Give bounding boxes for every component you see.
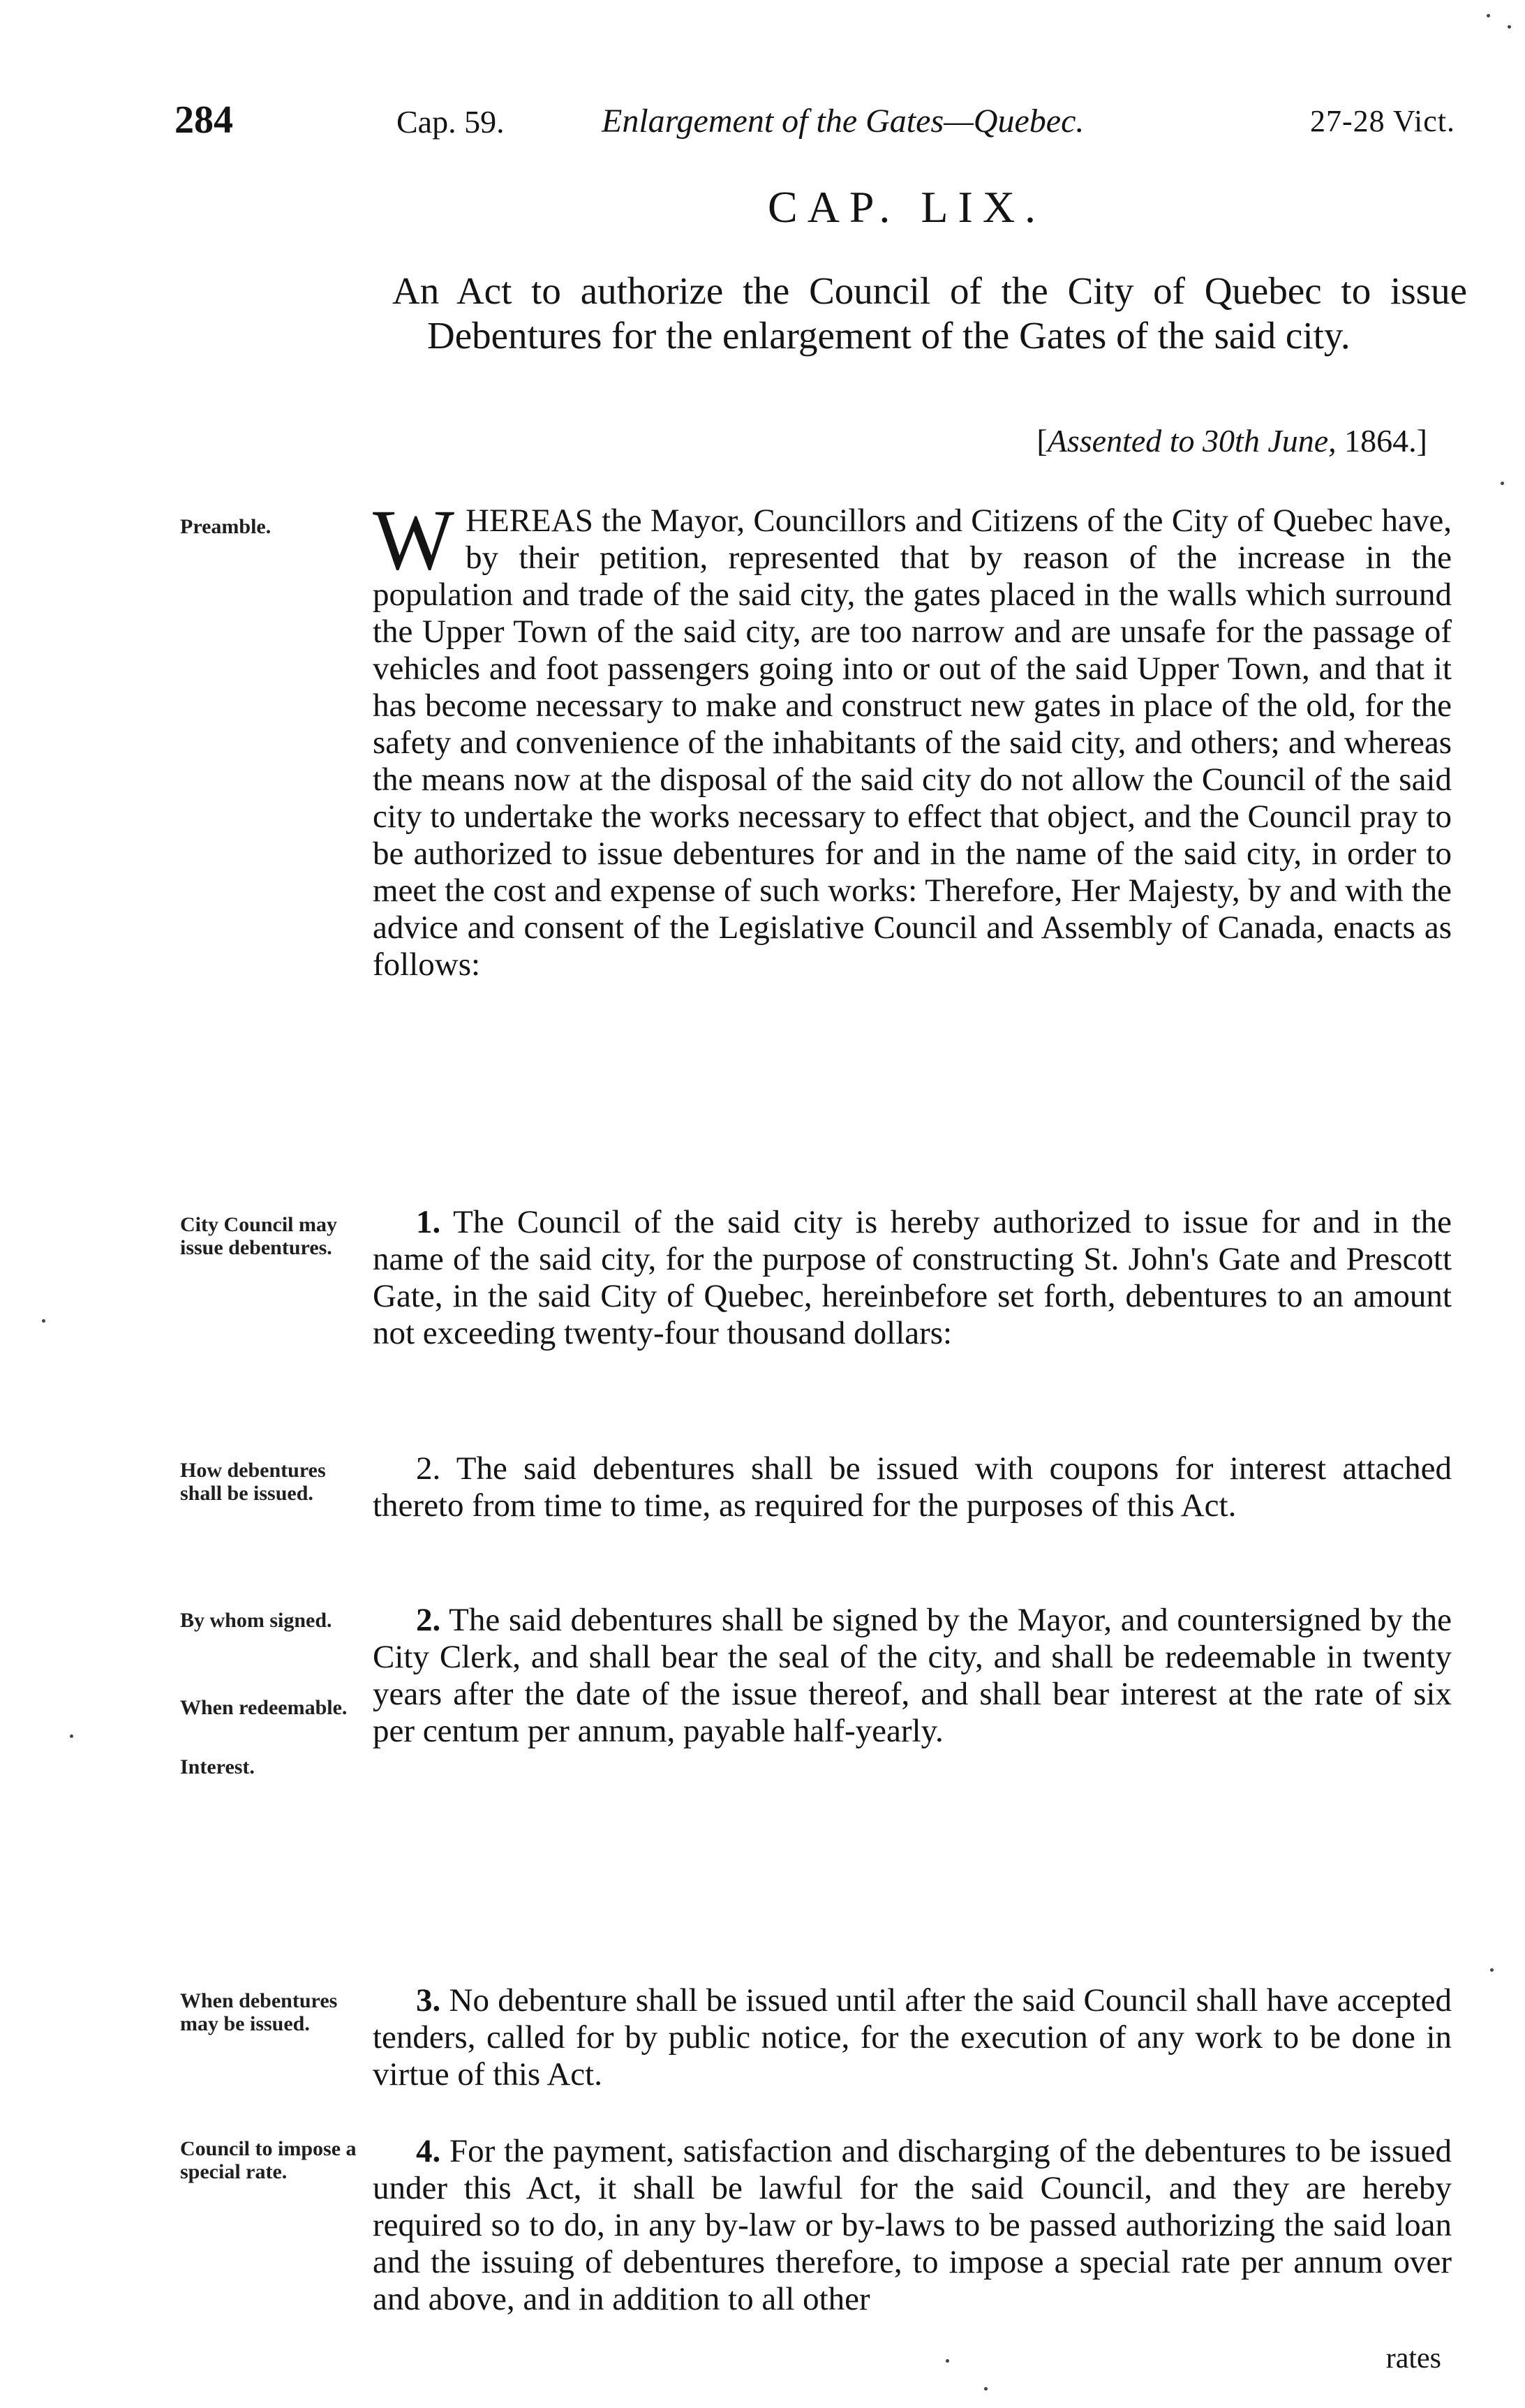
scan-speck (1501, 482, 1504, 485)
scan-speck (70, 1734, 73, 1738)
margin-note-interest: Interest. (180, 1755, 255, 1778)
section-1 (373, 1204, 1452, 1352)
regnal-year: 27-28 Vict. (1310, 104, 1455, 138)
scan-speck (984, 2387, 988, 2391)
assent-open-bracket: [ (1036, 423, 1048, 459)
margin-note-redeemable: When redeemable. (180, 1696, 348, 1719)
scan-speck (1490, 1968, 1494, 1972)
running-title: Enlargement of the Gates—Quebec. (602, 103, 1085, 140)
preamble-text: HEREAS the Mayor, Councillors and Citizens of the City of Quebec have, by their petition, represented that by reason of the increase in the population and trade of the said city, the gates placed in the walls which surround the Upper Town of the said city, are too narrow and are unsafe for the passage of vehicles and foot passengers going into or out of the said Upper Town, and that it has become necessary to make and construct new gates in place of the old, for the safety and convenience of the inhabitants of the said city, and others; and whereas the means now at the disposal of the said city do not allow the Council of the said city to undertake the works necessary to effect that object, and the Council pray to be authorized to issue debentures for and in the name of the said city, in order to meet the cost and expense of such works: Therefore, Her Majesty, by and with the advice and consent of the Legislative Council and Assembly of Canada, enacts as follows: (373, 503, 1452, 983)
section-3 (373, 1602, 1452, 1750)
section-text: The said debentures shall be signed by the Mayor, and countersigned by the City Clerk, and shall bear the seal of the city, and shall be redeemable in twenty years after the date of the issue thereof, and shall bear interest at the rate of six per centum per annum, payable half-yearly. (373, 1602, 1452, 1749)
margin-note-special-rate: Council to impose a special rate. (180, 2137, 357, 2183)
scan-speck (1487, 14, 1490, 17)
section-number: 1. (416, 1204, 441, 1240)
section-5 (373, 2133, 1452, 2318)
section-2 (373, 1450, 1452, 1524)
assent-line (1036, 422, 1427, 459)
section-number: 3. (416, 1982, 441, 2019)
section-text: The said debentures shall be issued with coupons for interest attached thereto from time to time, as required for the purposes of this Act. (373, 1450, 1452, 1524)
catchword: rates (1385, 2342, 1441, 2374)
assent-date: Assented to 30th June, (1047, 423, 1337, 459)
margin-note-section-1: City Council may issue debentures. (180, 1213, 337, 1259)
margin-note-preamble: Preamble. (180, 515, 271, 538)
scan-speck (1508, 25, 1511, 29)
scan-speck (42, 1319, 45, 1323)
long-title: An Act to authorize the Council of the City of Quebec to issue Debentures for the enlargement of the Gates of the said city. (392, 269, 1467, 357)
margin-note-signed: By whom signed. (180, 1609, 332, 1632)
preamble-paragraph (373, 492, 1452, 983)
margin-note-tenders: When debentures may be issued. (180, 1989, 338, 2035)
page-number: 284 (174, 98, 233, 142)
section-text: For the payment, satisfaction and discharging of the debentures to be issued under this Act, it shall be lawful for the said Council, and they are hereby required so to do, in any by-law or by-laws to be passed authorizing the said loan and the issuing of debentures therefore, to impose a special rate per annum over and above, and in addition to all other (373, 2133, 1452, 2317)
running-header (0, 98, 1525, 161)
chapter-reference: Cap. 59. (396, 104, 505, 140)
section-number: 2. (416, 1450, 441, 1487)
drop-cap-initial: W (373, 492, 455, 588)
assent-year: 1864.] (1344, 423, 1427, 459)
section-4 (373, 1982, 1452, 2093)
section-text: The Council of the said city is hereby authorized to issue for and in the name of the said city, for the purpose of constructing St. John's Gate and Prescott Gate, in the said City of Quebec, hereinbefore set forth, debentures to an amount not exceeding twenty-four thousand dollars: (373, 1204, 1452, 1351)
chapter-heading: CAP. LIX. (768, 182, 1046, 232)
scan-speck (946, 2359, 949, 2363)
section-text: No debenture shall be issued until after the said Council shall have accepted tenders, called for by public notice, for the execution of any work to be done in virtue of this Act. (373, 1982, 1452, 2093)
section-number: 4. (416, 2133, 441, 2169)
margin-note-section-2: How debentures shall be issued. (180, 1459, 326, 1505)
section-number: 2. (416, 1602, 441, 1638)
